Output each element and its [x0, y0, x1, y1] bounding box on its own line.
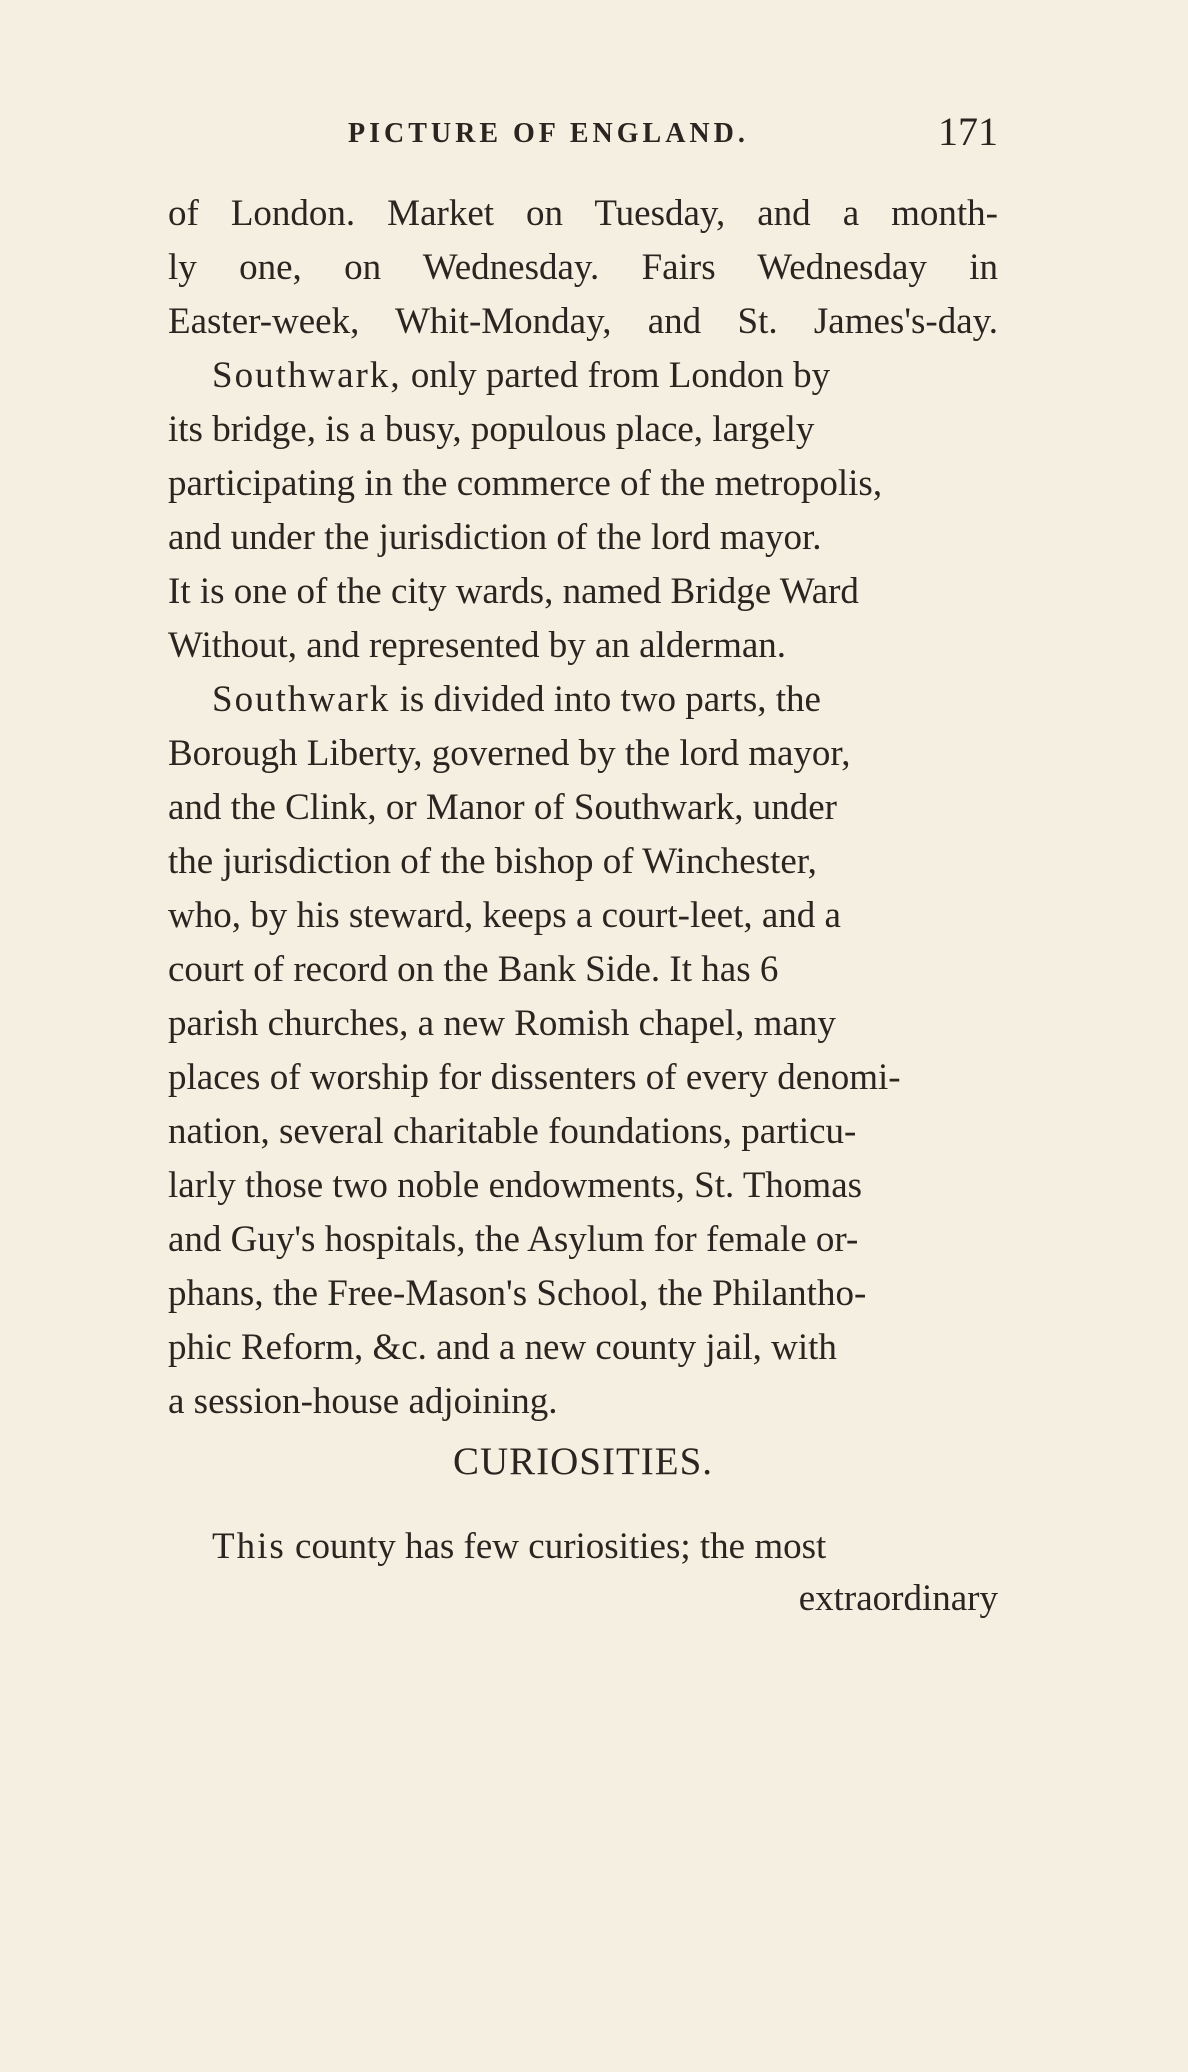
section-heading: CURIOSITIES. — [452, 1440, 714, 1483]
paragraph-start-line — [168, 1523, 998, 1571]
body-line: nation, several charitable foundations, particu- — [168, 1111, 857, 1152]
body-line: phic Reform, &c. and a new county jail, with — [168, 1327, 837, 1368]
southwark-small-caps: Southwark, — [212, 355, 402, 396]
body-line: and the Clink, or Manor of Southwark, under — [168, 787, 837, 828]
line-text: is divided into two parts, the — [390, 679, 821, 720]
this-small-caps: This — [212, 1526, 286, 1567]
body-line: Easter-week, Whit-Monday, and St. James's-day. — [168, 301, 998, 342]
southwark-small-caps: Southwark — [212, 679, 391, 720]
body-line: and Guy's hospitals, the Asylum for female or- — [168, 1219, 859, 1260]
paragraph-start-line — [168, 352, 998, 400]
body-line: Without, and represented by an alderman. — [168, 625, 787, 666]
body-line: places of worship for dissenters of every denomi- — [168, 1057, 901, 1098]
line-text: county has few curiosities; the most — [285, 1526, 827, 1567]
catchword: extraordinary — [798, 1578, 998, 1619]
page-number: 171 — [938, 109, 998, 154]
body-line: a session-house adjoining. — [168, 1381, 558, 1422]
body-line: parish churches, a new Romish chapel, many — [168, 1003, 836, 1044]
body-line: It is one of the city wards, named Bridge Ward — [168, 571, 859, 612]
body-line: the jurisdiction of the bishop of Winchester, — [168, 841, 817, 882]
body-line: Borough Liberty, governed by the lord mayor, — [168, 733, 851, 774]
body-line: of London. Market on Tuesday, and a month- — [168, 193, 998, 234]
body-line: its bridge, is a busy, populous place, largely — [168, 409, 815, 450]
body-line: ly one, on Wednesday. Fairs Wednesday in — [168, 247, 998, 288]
body-line: phans, the Free-Mason's School, the Philantho- — [168, 1273, 867, 1314]
line-text: only parted from London by — [401, 355, 831, 396]
page-header — [168, 108, 998, 168]
body-line: larly those two noble endowments, St. Thomas — [168, 1165, 863, 1206]
body-line: participating in the commerce of the metropolis, — [168, 463, 883, 504]
body-line: and under the jurisdiction of the lord mayor. — [168, 517, 822, 558]
paragraph-start-line — [168, 676, 998, 724]
running-head: PICTURE OF ENGLAND. — [348, 118, 749, 149]
body-line: who, by his steward, keeps a court-leet, and a — [168, 895, 841, 936]
body-line: court of record on the Bank Side. It has 6 — [168, 949, 779, 990]
